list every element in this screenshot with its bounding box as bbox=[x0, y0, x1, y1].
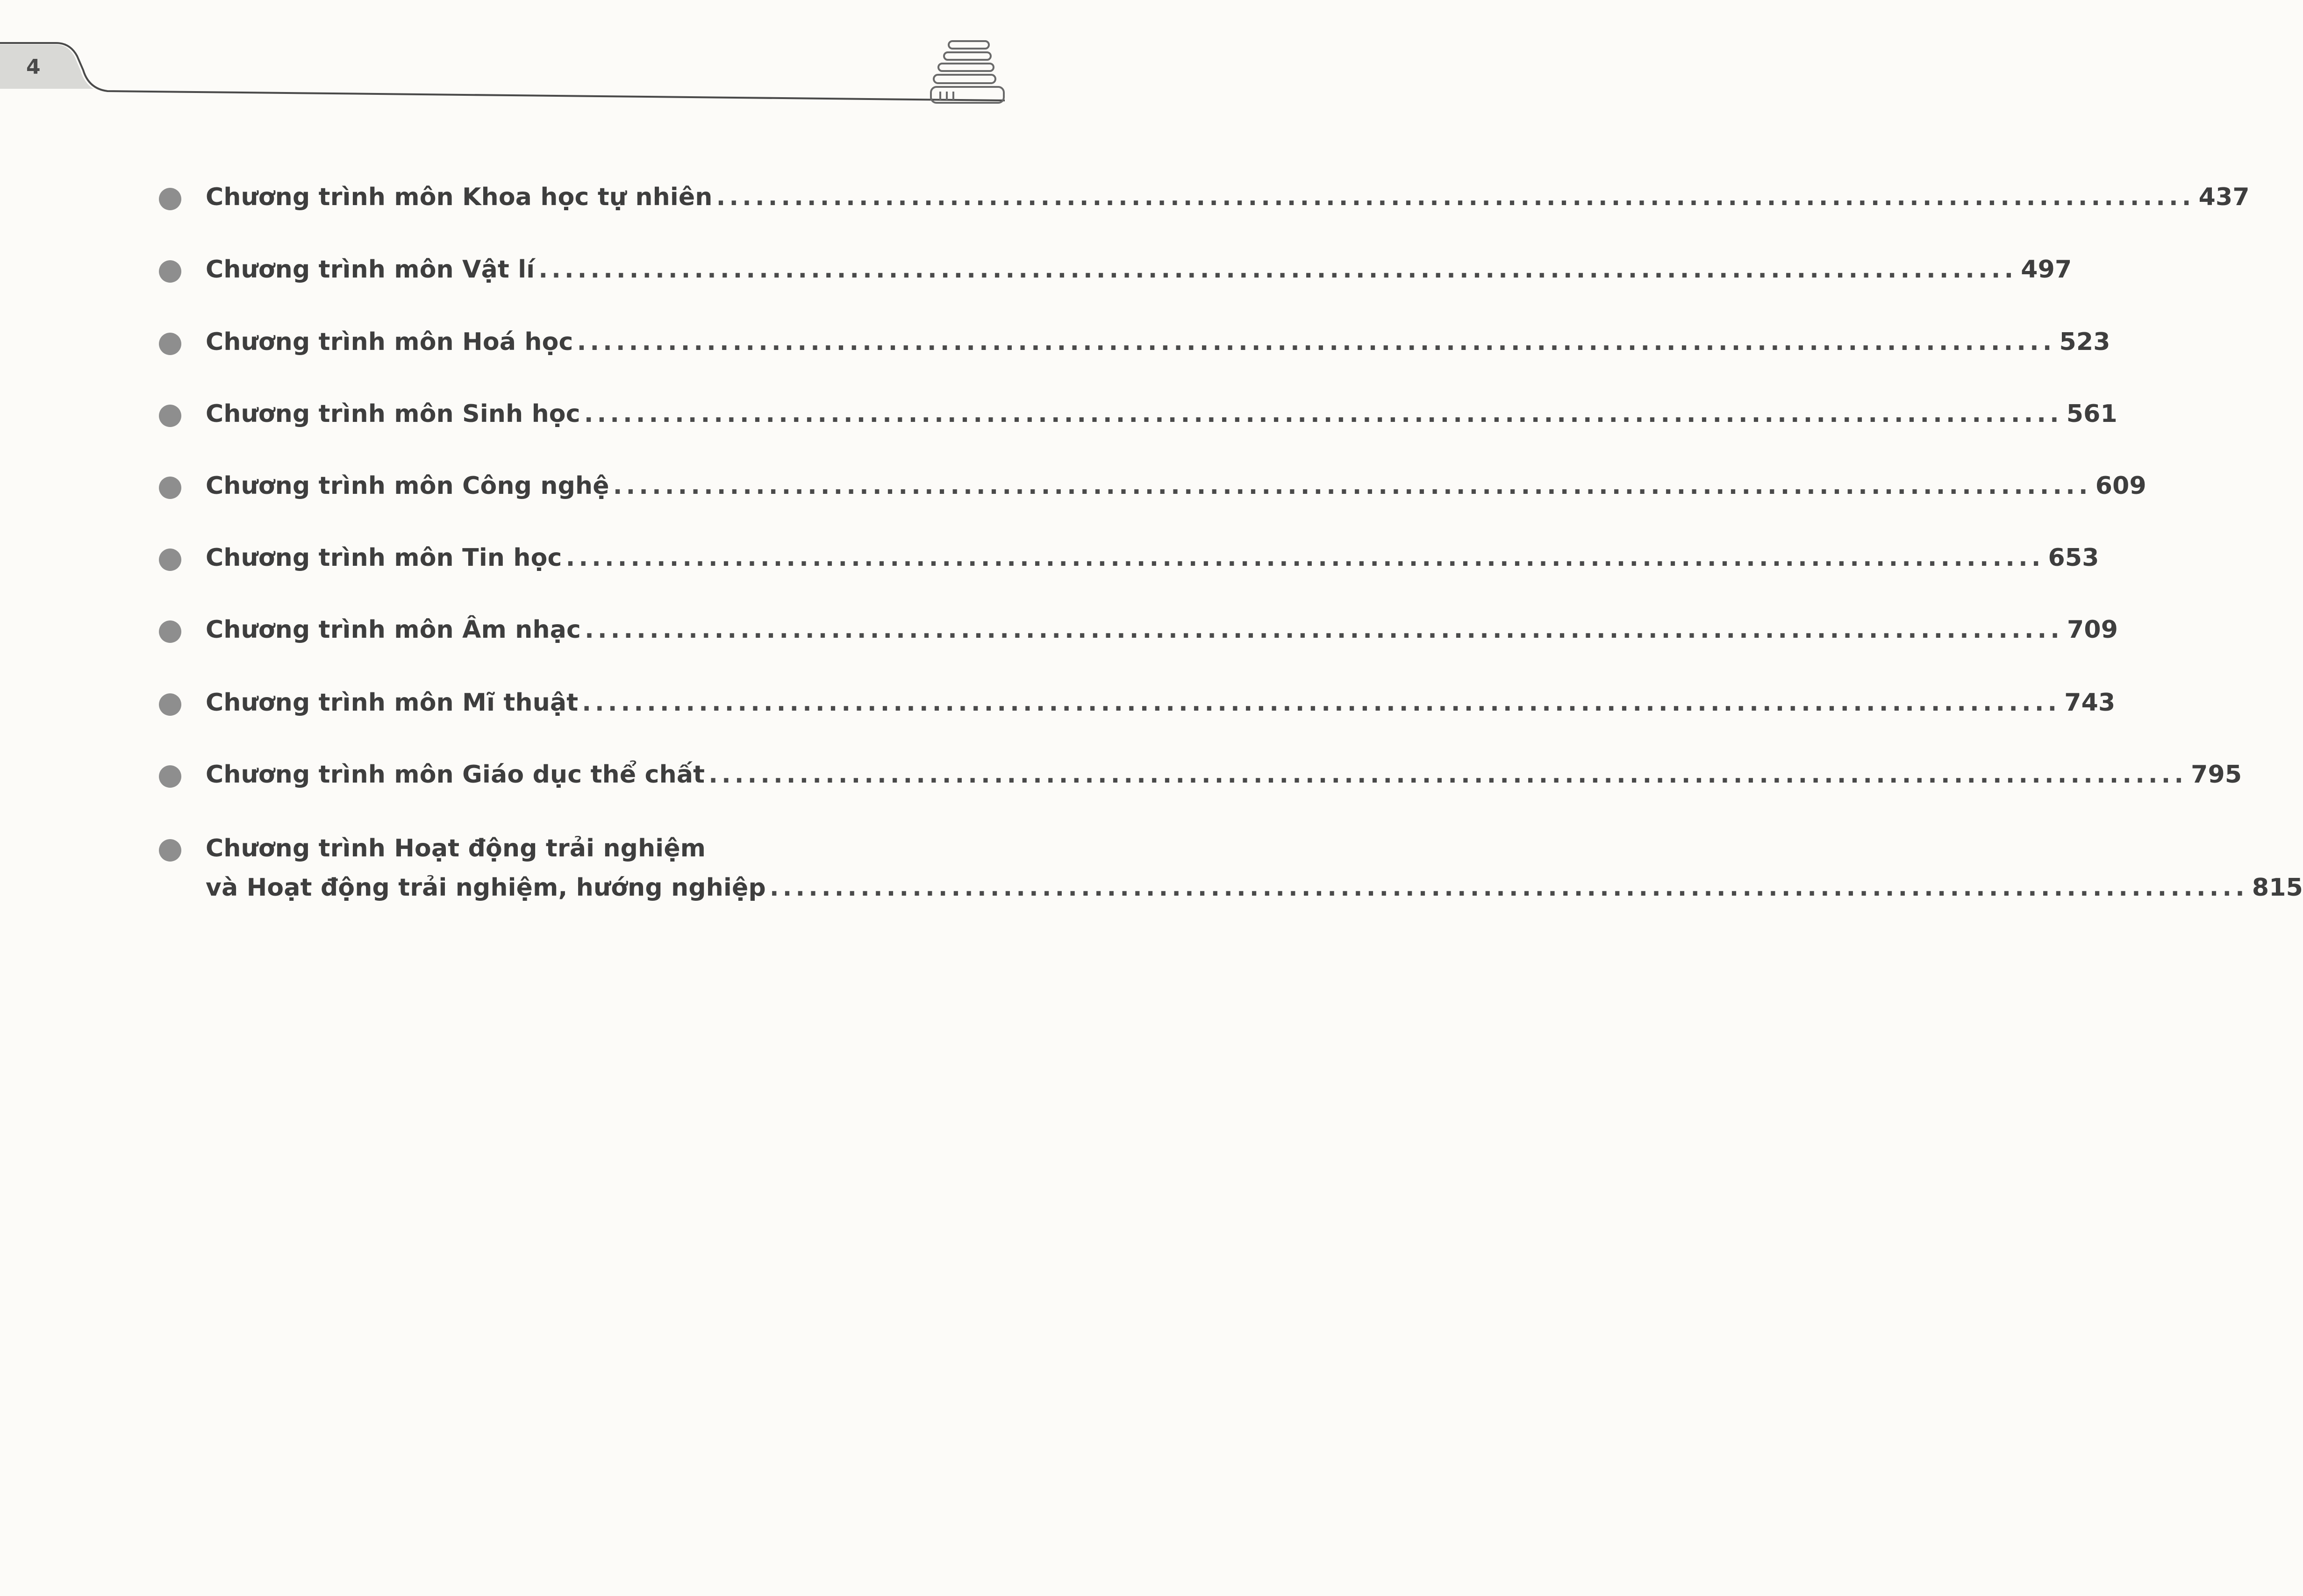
bullet-icon bbox=[159, 260, 181, 283]
toc-entry-line bbox=[206, 834, 907, 862]
toc-entry-line bbox=[206, 328, 2110, 356]
toc-entry-title: Chương trình môn Công nghệ bbox=[206, 472, 609, 500]
toc-entry-title-continued: và Hoạt động trải nghiệm, hướng nghiệp bbox=[206, 874, 766, 902]
bullet-icon bbox=[159, 405, 181, 427]
dot-leader: .................................................................................................................. bbox=[584, 400, 2063, 428]
page-number: 4 bbox=[26, 55, 41, 79]
toc-entry-title: Chương trình môn Giáo dục thể chất bbox=[206, 761, 705, 789]
dot-leader: .................................................................................................................. bbox=[708, 761, 2188, 789]
bullet-icon bbox=[159, 839, 181, 862]
toc-entry-page: 709 bbox=[2067, 616, 2118, 644]
toc-entry-page: 561 bbox=[2066, 400, 2117, 428]
dot-leader: .................................................................................................................. bbox=[577, 328, 2056, 356]
bullet-icon bbox=[159, 693, 181, 716]
dot-leader: .................................................................................................................. bbox=[769, 874, 2248, 902]
dot-leader: .................................................................................................................. bbox=[565, 544, 2045, 572]
bullet-icon bbox=[159, 549, 181, 571]
toc-entry-page: 437 bbox=[2198, 183, 2250, 211]
toc-entry-title: Chương trình môn Hoá học bbox=[206, 328, 573, 356]
toc-entry-line bbox=[206, 689, 2116, 717]
toc-entry-line bbox=[206, 616, 2118, 644]
toc-entry-line bbox=[206, 183, 2250, 211]
toc-entry-line bbox=[206, 761, 2242, 789]
toc-entry-page: 743 bbox=[2064, 689, 2116, 717]
toc-entry-title: Chương trình môn Mĩ thuật bbox=[206, 689, 579, 717]
dot-leader: .................................................................................................................. bbox=[538, 256, 2017, 284]
toc-entry-title: Chương trình Hoạt động trải nghiệm bbox=[206, 834, 706, 862]
dot-leader: .................................................................................................................. bbox=[582, 689, 2061, 717]
toc-entry-page: 523 bbox=[2059, 328, 2110, 356]
toc-entry-page: 795 bbox=[2191, 761, 2242, 789]
toc-entry-page: 815 bbox=[2252, 874, 2303, 902]
dot-leader: .................................................................................................................. bbox=[613, 472, 2092, 500]
toc-entry-page: 653 bbox=[2048, 544, 2099, 572]
toc-entry-page: 497 bbox=[2021, 256, 2072, 284]
toc-entry-title: Chương trình môn Tin học bbox=[206, 544, 562, 572]
toc-entry-title: Chương trình môn Vật lí bbox=[206, 256, 535, 284]
bullet-icon bbox=[159, 477, 181, 499]
toc-entry-title: Chương trình môn Sinh học bbox=[206, 400, 580, 428]
bullet-icon bbox=[159, 188, 181, 210]
toc-entry-line bbox=[206, 400, 2117, 428]
toc-entry-line bbox=[206, 256, 2072, 284]
toc-entry-line bbox=[206, 472, 2146, 500]
toc-entry-title: Chương trình môn Khoa học tự nhiên bbox=[206, 183, 713, 211]
dot-leader: .................................................................................................................. bbox=[716, 183, 2195, 211]
dot-leader: .................................................................................................................. bbox=[585, 616, 2064, 644]
toc-entry-page: 609 bbox=[2095, 472, 2146, 500]
toc-entry-title: Chương trình môn Âm nhạc bbox=[206, 616, 581, 644]
bullet-icon bbox=[159, 333, 181, 355]
bullet-icon bbox=[159, 620, 181, 643]
toc-entry-line bbox=[206, 544, 2099, 572]
bullet-icon bbox=[159, 765, 181, 788]
toc-entry-line bbox=[206, 874, 2303, 902]
